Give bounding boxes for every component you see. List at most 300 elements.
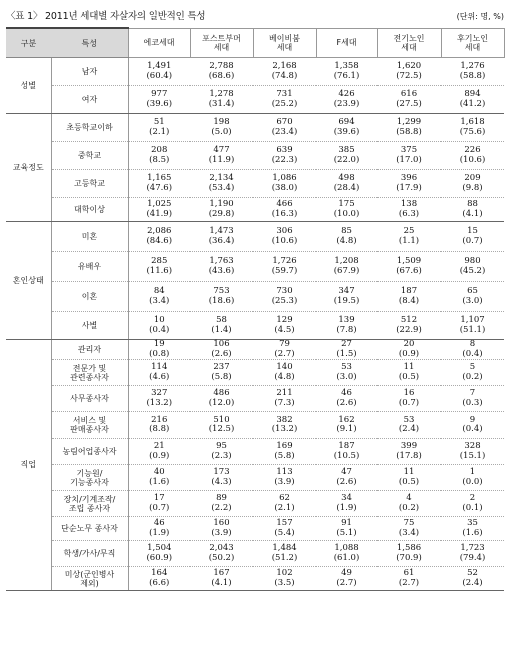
header-col-line: 세대 — [276, 42, 293, 52]
percent-value: (0.0) — [462, 476, 483, 487]
value-cell — [316, 439, 377, 465]
count-value: 1,504 — [147, 543, 172, 553]
percent-value: (60.9) — [146, 552, 173, 563]
count-value: 1,190 — [209, 199, 234, 209]
count-value: 226 — [464, 145, 481, 155]
percent-value: (1.9) — [336, 502, 357, 513]
count-value: 11 — [403, 467, 415, 477]
caption-row — [6, 8, 504, 22]
value-cell — [253, 386, 316, 412]
feature-label — [51, 86, 128, 114]
value-cell — [128, 439, 190, 465]
count-value: 1,509 — [396, 256, 422, 266]
percent-value: (0.7) — [398, 397, 420, 408]
percent-value: (39.6) — [146, 98, 173, 109]
value-cell — [441, 412, 504, 439]
percent-value: (11.6) — [146, 265, 173, 276]
value-cell — [441, 198, 504, 222]
percent-value: (50.2) — [208, 552, 235, 563]
count-value: 34 — [341, 493, 352, 503]
count-value: 2,134 — [209, 173, 234, 183]
count-value: 198 — [213, 117, 230, 127]
percent-value: (72.5) — [396, 70, 422, 81]
count-value: 1,276 — [460, 61, 485, 71]
count-value: 51 — [153, 117, 165, 127]
table-row — [6, 360, 504, 386]
header-row — [6, 28, 504, 58]
percent-value: (58.8) — [459, 70, 486, 81]
percent-value: (3.0) — [336, 371, 357, 382]
count-value: 1,088 — [334, 543, 359, 553]
table-row — [6, 517, 504, 541]
percent-value: (2.1) — [274, 502, 295, 513]
value-cell — [128, 412, 190, 439]
percent-value: (3.4) — [398, 527, 420, 538]
table-row — [6, 114, 504, 142]
feature-label-line: 농림어업종사자 — [62, 447, 117, 456]
value-cell — [316, 282, 377, 312]
value-cell — [316, 142, 377, 170]
count-value: 65 — [467, 286, 478, 296]
value-cell — [316, 58, 377, 86]
feature-label-line: 장치/기계조작/ — [63, 494, 116, 504]
count-value: 187 — [338, 441, 355, 451]
count-value: 753 — [213, 286, 230, 296]
value-cell — [190, 465, 253, 491]
feature-label — [51, 252, 128, 282]
feature-label-line: 학생/가사/무직 — [63, 549, 116, 558]
table-row — [6, 58, 504, 86]
count-value: 694 — [338, 117, 355, 127]
percent-value: (18.6) — [208, 295, 235, 306]
value-cell — [190, 142, 253, 170]
percent-value: (2.6) — [336, 397, 357, 408]
value-cell — [377, 567, 441, 591]
percent-value: (12.0) — [208, 397, 235, 408]
count-value: 980 — [464, 256, 481, 266]
value-cell — [128, 58, 190, 86]
value-cell — [253, 252, 316, 282]
value-cell — [253, 567, 316, 591]
count-value: 19 — [153, 339, 165, 349]
percent-value: (11.9) — [208, 154, 235, 165]
header-col — [441, 28, 504, 58]
feature-label-line: 서비스 및 — [72, 416, 107, 425]
count-value: 894 — [464, 89, 481, 99]
count-value: 1,473 — [209, 226, 234, 236]
value-cell — [377, 439, 441, 465]
value-cell — [253, 465, 316, 491]
feature-label-line: 사별 — [81, 321, 98, 330]
value-cell — [316, 312, 377, 340]
value-cell — [253, 282, 316, 312]
percent-value: (2.4) — [398, 424, 420, 434]
count-value: 58 — [216, 315, 227, 325]
count-value: 175 — [338, 199, 355, 209]
percent-value: (2.4) — [462, 577, 483, 588]
percent-value: (16.3) — [271, 208, 298, 219]
value-cell — [377, 360, 441, 386]
value-cell — [128, 170, 190, 198]
percent-value: (1.1) — [398, 235, 420, 246]
value-cell — [190, 340, 253, 360]
count-value: 285 — [151, 256, 168, 266]
table-row — [6, 412, 504, 439]
count-value: 61 — [403, 568, 415, 578]
percent-value: (10.0) — [333, 208, 360, 219]
table-row — [6, 312, 504, 340]
percent-value: (0.2) — [398, 502, 420, 513]
count-value: 53 — [341, 362, 352, 372]
header-col-line: 후기노인 — [457, 33, 488, 43]
table-row — [6, 491, 504, 517]
value-cell — [253, 340, 316, 360]
feature-label-line: 이혼 — [81, 292, 98, 301]
count-value: 375 — [400, 145, 418, 155]
percent-value: (4.5) — [274, 324, 295, 335]
percent-value: (29.8) — [208, 208, 235, 219]
feature-label — [51, 198, 128, 222]
feature-label-line: 고등학교 — [74, 179, 105, 188]
percent-value: (22.9) — [396, 324, 422, 335]
percent-value: (13.2) — [146, 397, 173, 408]
value-cell — [377, 340, 441, 360]
percent-value: (74.8) — [271, 70, 298, 81]
percent-value: (0.2) — [462, 371, 483, 382]
percent-value: (9.8) — [462, 182, 483, 193]
value-cell — [316, 252, 377, 282]
percent-value: (75.6) — [459, 126, 486, 137]
percent-value: (0.4) — [462, 348, 483, 359]
value-cell — [316, 114, 377, 142]
header-col — [377, 28, 441, 58]
percent-value: (22.3) — [271, 154, 298, 165]
feature-label-line: 여자 — [81, 95, 98, 104]
value-cell — [377, 412, 441, 439]
count-value: 498 — [338, 173, 355, 183]
value-cell — [316, 517, 377, 541]
percent-value: (2.6) — [211, 348, 232, 359]
percent-value: (5.8) — [274, 450, 295, 461]
value-cell — [377, 198, 441, 222]
percent-value: (5.0) — [211, 126, 232, 137]
percent-value: (45.2) — [459, 265, 486, 276]
percent-value: (19.5) — [333, 295, 360, 306]
group-label: 직업 — [6, 340, 51, 591]
percent-value: (17.0) — [396, 154, 422, 165]
count-value: 396 — [400, 173, 418, 183]
value-cell — [316, 541, 377, 567]
table-row — [6, 86, 504, 114]
count-value: 1,726 — [272, 256, 297, 266]
count-value: 138 — [400, 199, 418, 209]
count-value: 616 — [400, 89, 418, 99]
value-cell — [190, 412, 253, 439]
percent-value: (59.7) — [271, 265, 298, 276]
percent-value: (25.3) — [271, 295, 298, 306]
percent-value: (3.0) — [462, 295, 483, 306]
header-col — [316, 28, 377, 58]
percent-value: (0.4) — [149, 324, 170, 335]
percent-value: (39.6) — [333, 126, 360, 137]
count-value: 187 — [400, 286, 418, 296]
count-value: 209 — [464, 173, 481, 183]
percent-value: (27.5) — [396, 98, 422, 109]
feature-label — [51, 567, 128, 591]
count-value: 95 — [216, 441, 227, 451]
value-cell — [253, 517, 316, 541]
percent-value: (53.4) — [208, 182, 235, 193]
percent-value: (10.5) — [333, 450, 360, 461]
value-cell — [190, 58, 253, 86]
percent-value: (0.9) — [398, 348, 420, 359]
percent-value: (0.3) — [462, 397, 483, 408]
percent-value: (23.4) — [271, 126, 298, 137]
value-cell — [190, 114, 253, 142]
percent-value: (61.0) — [333, 552, 360, 563]
feature-label — [51, 114, 128, 142]
percent-value: (2.1) — [149, 126, 170, 137]
value-cell — [316, 491, 377, 517]
percent-value: (51.1) — [459, 324, 486, 335]
percent-value: (0.7) — [149, 502, 170, 513]
table-row — [6, 567, 504, 591]
value-cell — [190, 282, 253, 312]
count-value: 7 — [469, 388, 476, 398]
count-value: 1,491 — [147, 61, 172, 71]
count-value: 670 — [276, 117, 293, 127]
feature-label-line: 기능원/ — [76, 468, 103, 478]
count-value: 8 — [469, 339, 476, 349]
percent-value: (0.8) — [149, 348, 170, 359]
value-cell — [253, 170, 316, 198]
value-cell — [316, 386, 377, 412]
feature-label-line: 미혼 — [81, 232, 98, 241]
percent-value: (60.4) — [146, 70, 173, 81]
value-cell — [377, 170, 441, 198]
percent-value: (8.8) — [149, 424, 170, 434]
count-value: 88 — [467, 199, 478, 209]
feature-label — [51, 386, 128, 412]
count-value: 160 — [213, 518, 230, 528]
percent-value: (31.4) — [208, 98, 235, 109]
percent-value: (67.6) — [396, 265, 422, 276]
value-cell — [316, 222, 377, 252]
statistics-table — [6, 27, 505, 591]
percent-value: (6.3) — [398, 208, 420, 219]
header-feature: 특성 — [51, 28, 128, 58]
value-cell — [316, 412, 377, 439]
table-row — [6, 222, 504, 252]
percent-value: (2.6) — [336, 476, 357, 487]
value-cell — [190, 360, 253, 386]
percent-value: (3.9) — [274, 476, 295, 487]
percent-value: (2.3) — [211, 450, 232, 461]
feature-label — [51, 222, 128, 252]
count-value: 49 — [341, 568, 352, 578]
value-cell — [441, 541, 504, 567]
count-value: 46 — [153, 518, 165, 528]
header-col — [190, 28, 253, 58]
value-cell — [253, 222, 316, 252]
percent-value: (68.6) — [208, 70, 235, 81]
percent-value: (7.8) — [336, 324, 357, 335]
percent-value: (36.4) — [208, 235, 235, 246]
feature-label-line: 단순노무 종사자 — [61, 524, 118, 533]
percent-value: (5.1) — [336, 527, 357, 538]
count-value: 157 — [276, 518, 293, 528]
percent-value: (28.4) — [333, 182, 360, 193]
feature-label — [51, 517, 128, 541]
count-value: 2,168 — [272, 61, 297, 71]
count-value: 731 — [276, 89, 293, 99]
count-value: 1,278 — [209, 89, 234, 99]
value-cell — [128, 198, 190, 222]
percent-value: (67.9) — [333, 265, 360, 276]
value-cell — [441, 567, 504, 591]
percent-value: (0.7) — [462, 235, 483, 246]
value-cell — [128, 541, 190, 567]
feature-label-line: 관련종사자 — [70, 372, 109, 382]
percent-value: (6.6) — [149, 577, 170, 588]
count-value: 139 — [338, 315, 355, 325]
count-value: 140 — [276, 362, 293, 372]
count-value: 102 — [276, 568, 293, 578]
feature-label — [51, 282, 128, 312]
value-cell — [253, 58, 316, 86]
header-group: 구분 — [6, 28, 51, 58]
count-value: 21 — [153, 441, 165, 451]
feature-label — [51, 312, 128, 340]
count-value: 106 — [213, 339, 230, 349]
value-cell — [316, 340, 377, 360]
percent-value: (10.6) — [459, 154, 486, 165]
count-value: 237 — [213, 362, 230, 372]
value-cell — [377, 222, 441, 252]
count-value: 35 — [467, 518, 478, 528]
feature-label — [51, 439, 128, 465]
percent-value: (10.6) — [271, 235, 298, 246]
count-value: 1,107 — [460, 315, 485, 325]
header-col-line: 포스트부머 — [202, 33, 241, 43]
table-caption: 〈표 1〉 2011년 세대별 자살자의 일반적인 특성 — [6, 11, 206, 22]
percent-value: (43.6) — [208, 265, 235, 276]
count-value: 53 — [403, 414, 415, 425]
percent-value: (1.4) — [211, 324, 232, 335]
value-cell — [128, 465, 190, 491]
feature-label — [51, 465, 128, 491]
count-value: 216 — [151, 414, 168, 425]
percent-value: (1.5) — [336, 348, 357, 359]
value-cell — [190, 222, 253, 252]
header-col-line: 세대 — [213, 42, 230, 52]
count-value: 1,358 — [334, 61, 359, 71]
count-value: 208 — [151, 145, 168, 155]
value-cell — [377, 541, 441, 567]
header-col-line: 베이비붐 — [269, 33, 300, 43]
feature-label-line: 대학이상 — [74, 205, 105, 214]
value-cell — [377, 282, 441, 312]
percent-value: (0.4) — [462, 424, 483, 434]
value-cell — [253, 198, 316, 222]
value-cell — [377, 58, 441, 86]
percent-value: (23.9) — [333, 98, 360, 109]
feature-label-line: 초등학교이하 — [66, 123, 113, 132]
count-value: 477 — [213, 145, 230, 155]
percent-value: (58.8) — [396, 126, 422, 137]
feature-label — [51, 360, 128, 386]
feature-label-line: 기능종사자 — [70, 477, 109, 487]
count-value: 52 — [467, 568, 478, 578]
value-cell — [128, 360, 190, 386]
count-value: 1 — [469, 467, 476, 477]
percent-value: (84.6) — [146, 235, 173, 246]
count-value: 62 — [279, 493, 290, 503]
percent-value: (12.5) — [208, 424, 235, 434]
count-value: 79 — [279, 339, 290, 349]
feature-label-line: 조립 종사자 — [68, 503, 111, 513]
feature-label-line: 관리자 — [77, 345, 102, 354]
feature-label-line: 판매종사자 — [70, 425, 109, 434]
count-value: 164 — [151, 568, 168, 578]
percent-value: (9.1) — [336, 424, 357, 434]
count-value: 20 — [403, 339, 415, 349]
count-value: 399 — [400, 441, 418, 451]
count-value: 1,086 — [272, 173, 297, 183]
value-cell — [190, 86, 253, 114]
count-value: 10 — [153, 315, 165, 325]
count-value: 169 — [276, 441, 293, 451]
percent-value: (7.3) — [274, 397, 295, 408]
count-value: 91 — [341, 518, 352, 528]
value-cell — [253, 312, 316, 340]
value-cell — [441, 282, 504, 312]
count-value: 15 — [467, 226, 478, 236]
count-value: 25 — [403, 226, 415, 236]
value-cell — [377, 491, 441, 517]
value-cell — [190, 170, 253, 198]
feature-label — [51, 412, 128, 439]
count-value: 486 — [213, 388, 230, 398]
count-value: 16 — [403, 388, 415, 398]
percent-value: (4.8) — [336, 235, 357, 246]
percent-value: (70.9) — [396, 552, 422, 563]
percent-value: (2.7) — [274, 348, 295, 359]
feature-label-line: 사무종사자 — [70, 394, 109, 403]
percent-value: (5.8) — [211, 371, 232, 382]
count-value: 27 — [341, 339, 352, 349]
count-value: 2,086 — [147, 226, 172, 236]
percent-value: (3.4) — [149, 295, 170, 306]
value-cell — [128, 517, 190, 541]
group-label: 교육정도 — [6, 114, 51, 222]
table-row — [6, 340, 504, 360]
count-value: 2 — [469, 493, 476, 503]
count-value: 129 — [276, 315, 293, 325]
header-col-line: 세대 — [401, 42, 417, 52]
count-value: 306 — [276, 226, 293, 236]
feature-label-line: 제외) — [80, 578, 99, 588]
header-col — [128, 28, 190, 58]
value-cell — [441, 222, 504, 252]
feature-label — [51, 170, 128, 198]
value-cell — [441, 114, 504, 142]
percent-value: (76.1) — [333, 70, 360, 81]
count-value: 9 — [469, 414, 476, 425]
count-value: 512 — [400, 315, 418, 325]
value-cell — [190, 439, 253, 465]
value-cell — [377, 114, 441, 142]
